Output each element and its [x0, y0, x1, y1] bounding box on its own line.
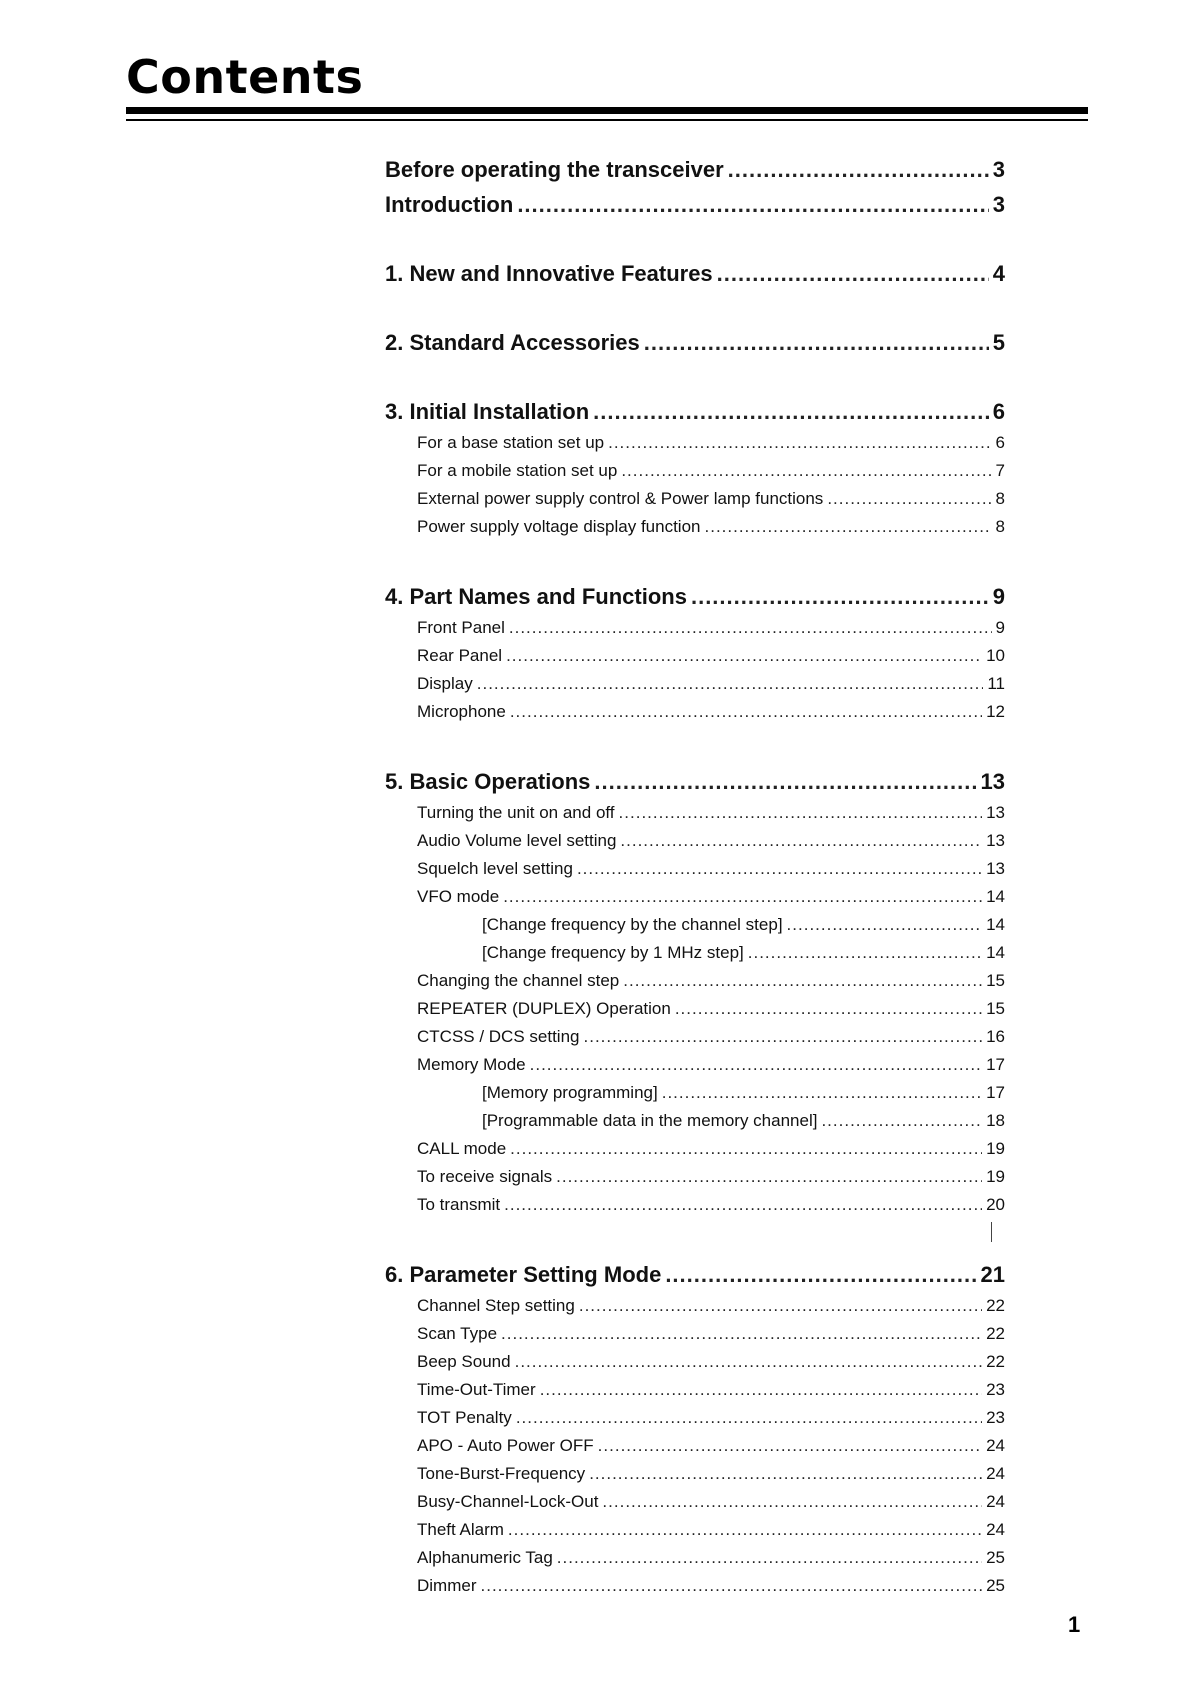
- toc-item-label: Display: [417, 674, 473, 693]
- toc-item-page: 18: [986, 1111, 1005, 1130]
- toc-section-features[interactable]: [385, 256, 1005, 291]
- toc-leader-dots: [705, 513, 992, 541]
- toc-item-label: TOT Penalty: [417, 1408, 512, 1427]
- toc-item-label: To receive signals: [417, 1167, 553, 1186]
- table-of-contents: [385, 152, 1005, 1600]
- toc-section-title: 2. Standard Accessories: [385, 330, 640, 355]
- toc-leader-dots: [665, 1257, 976, 1292]
- toc-item[interactable]: [385, 827, 1005, 855]
- toc-item-label: Scan Type: [417, 1324, 498, 1343]
- toc-entry-page: 3: [992, 192, 1005, 217]
- toc-leader-dots: [510, 1135, 982, 1163]
- toc-item-label: Dimmer: [417, 1576, 477, 1595]
- toc-leader-dots: [593, 394, 989, 429]
- page-title: Contents: [126, 50, 364, 104]
- toc-item-label: REPEATER (DUPLEX) Operation: [417, 999, 671, 1018]
- toc-item-page: 13: [986, 803, 1005, 822]
- toc-item-label: Alphanumeric Tag: [417, 1548, 553, 1567]
- toc-item-label: APO - Auto Power OFF: [417, 1436, 594, 1455]
- toc-item-page: 19: [986, 1139, 1005, 1158]
- title-rule-thick: [126, 107, 1088, 114]
- toc-item-page: 24: [986, 1520, 1005, 1539]
- toc-item-label: Memory Mode: [417, 1055, 526, 1074]
- toc-item-page: 12: [986, 702, 1005, 721]
- toc-item-page: 13: [986, 831, 1005, 850]
- toc-leader-dots: [579, 1292, 982, 1320]
- toc-section-title: 4. Part Names and Functions: [385, 584, 687, 609]
- toc-item[interactable]: [385, 1488, 1005, 1516]
- toc-leader-dots: [619, 799, 983, 827]
- toc-item-page: 20: [986, 1195, 1005, 1214]
- toc-section-title: 1. New and Innovative Features: [385, 261, 713, 286]
- toc-subitem[interactable]: [385, 911, 1005, 939]
- toc-item-page: 22: [986, 1296, 1005, 1315]
- toc-leader-dots: [675, 995, 982, 1023]
- toc-leader-dots: [691, 579, 989, 614]
- toc-leader-dots: [821, 1107, 982, 1135]
- toc-item-page: 14: [986, 887, 1005, 906]
- toc-leader-dots: [540, 1376, 982, 1404]
- toc-leader-dots: [620, 827, 982, 855]
- toc-item[interactable]: [385, 855, 1005, 883]
- toc-leader-dots: [503, 883, 982, 911]
- toc-item[interactable]: [385, 1348, 1005, 1376]
- toc-item[interactable]: [385, 1191, 1005, 1219]
- toc-item-page: 14: [986, 943, 1005, 962]
- toc-item-label: Theft Alarm: [417, 1520, 504, 1539]
- toc-entry-before-operating[interactable]: [385, 152, 1005, 187]
- toc-item-label: Power supply voltage display function: [417, 517, 701, 536]
- toc-item-page: 25: [986, 1548, 1005, 1567]
- toc-leader-dots: [506, 642, 982, 670]
- toc-item[interactable]: [385, 513, 1005, 541]
- toc-leader-dots: [598, 1432, 982, 1460]
- toc-item-page: 17: [986, 1055, 1005, 1074]
- toc-item[interactable]: [385, 429, 1005, 457]
- toc-item[interactable]: [385, 698, 1005, 726]
- toc-item[interactable]: [385, 883, 1005, 911]
- toc-item[interactable]: [385, 1051, 1005, 1079]
- toc-section-page: 4: [992, 261, 1005, 286]
- toc-leader-dots: [477, 670, 984, 698]
- toc-section-title: 5. Basic Operations: [385, 769, 591, 794]
- toc-item-page: 24: [986, 1464, 1005, 1483]
- toc-item[interactable]: [385, 1135, 1005, 1163]
- toc-item-page: 15: [986, 999, 1005, 1018]
- toc-item-page: 10: [986, 646, 1005, 665]
- toc-leader-dots: [504, 1191, 982, 1219]
- toc-item-page: 23: [986, 1408, 1005, 1427]
- toc-item[interactable]: [385, 1460, 1005, 1488]
- toc-item-label: Time-Out-Timer: [417, 1380, 536, 1399]
- toc-item-label: [Memory programming]: [482, 1083, 658, 1102]
- toc-item-label: Busy-Channel-Lock-Out: [417, 1492, 599, 1511]
- toc-section-page: 9: [992, 584, 1005, 609]
- toc-item[interactable]: [385, 614, 1005, 642]
- toc-item-label: VFO mode: [417, 887, 500, 906]
- toc-item-label: Changing the channel step: [417, 971, 620, 990]
- toc-item[interactable]: [385, 995, 1005, 1023]
- scan-artifact-mark: [991, 1222, 992, 1242]
- toc-item-label: Tone-Burst-Frequency: [417, 1464, 586, 1483]
- toc-leader-dots: [584, 1023, 983, 1051]
- toc-item-label: Microphone: [417, 702, 506, 721]
- page-number: 1: [1068, 1612, 1081, 1637]
- toc-entry-label: Introduction: [385, 192, 514, 217]
- toc-item-page: 7: [995, 461, 1005, 480]
- toc-item-label: Beep Sound: [417, 1352, 511, 1371]
- toc-section-page: 5: [992, 330, 1005, 355]
- toc-item-page: 24: [986, 1492, 1005, 1511]
- toc-section-page: 6: [992, 399, 1005, 424]
- toc-leader-dots: [594, 764, 976, 799]
- toc-item-page: 17: [986, 1083, 1005, 1102]
- toc-item[interactable]: [385, 485, 1005, 513]
- toc-leader-dots: [481, 1572, 983, 1600]
- toc-leader-dots: [557, 1544, 982, 1572]
- toc-entry-label: Before operating the transceiver: [385, 157, 724, 182]
- toc-item[interactable]: [385, 642, 1005, 670]
- toc-leader-dots: [602, 1488, 982, 1516]
- toc-leader-dots: [623, 967, 982, 995]
- toc-entry-page: 3: [992, 157, 1005, 182]
- toc-item-page: 25: [986, 1576, 1005, 1595]
- toc-item-label: CTCSS / DCS setting: [417, 1027, 580, 1046]
- toc-section-installation[interactable]: [385, 394, 1005, 429]
- toc-leader-dots: [508, 1516, 982, 1544]
- toc-leader-dots: [621, 457, 991, 485]
- toc-leader-dots: [827, 485, 991, 513]
- toc-item-label: [Change frequency by 1 MHz step]: [482, 943, 744, 962]
- toc-item-page: 13: [986, 859, 1005, 878]
- toc-item-page: 16: [986, 1027, 1005, 1046]
- toc-section-parameter-setting[interactable]: [385, 1257, 1005, 1292]
- toc-leader-dots: [644, 325, 989, 360]
- toc-item-label: [Programmable data in the memory channel]: [482, 1111, 818, 1130]
- toc-item-label: Channel Step setting: [417, 1296, 575, 1315]
- toc-leader-dots: [530, 1051, 982, 1079]
- toc-item-label: Turning the unit on and off: [417, 803, 615, 822]
- toc-entry-introduction[interactable]: [385, 187, 1005, 222]
- toc-item-page: 8: [995, 517, 1005, 536]
- toc-item[interactable]: [385, 1320, 1005, 1348]
- toc-leader-dots: [517, 187, 988, 222]
- toc-leader-dots: [728, 152, 989, 187]
- toc-leader-dots: [515, 1348, 982, 1376]
- toc-item-label: For a mobile station set up: [417, 461, 618, 480]
- toc-section-basic-operations[interactable]: [385, 764, 1005, 799]
- toc-item[interactable]: [385, 1292, 1005, 1320]
- toc-leader-dots: [577, 855, 982, 883]
- toc-item-page: 15: [986, 971, 1005, 990]
- toc-item[interactable]: [385, 1544, 1005, 1572]
- toc-item[interactable]: [385, 1516, 1005, 1544]
- toc-leader-dots: [662, 1079, 982, 1107]
- toc-item-label: Front Panel: [417, 618, 505, 637]
- toc-item-label: Squelch level setting: [417, 859, 573, 878]
- toc-item[interactable]: [385, 457, 1005, 485]
- toc-item-page: 19: [986, 1167, 1005, 1186]
- toc-leader-dots: [787, 911, 983, 939]
- title-rule-thin: [126, 119, 1088, 121]
- toc-item-page: 9: [995, 618, 1005, 637]
- toc-leader-dots: [510, 698, 982, 726]
- toc-item[interactable]: [385, 799, 1005, 827]
- toc-item-page: 24: [986, 1436, 1005, 1455]
- toc-item-label: Rear Panel: [417, 646, 503, 665]
- toc-leader-dots: [501, 1320, 982, 1348]
- toc-item-label: To transmit: [417, 1195, 501, 1214]
- toc-item[interactable]: [385, 1572, 1005, 1600]
- toc-item-page: 8: [995, 489, 1005, 508]
- toc-leader-dots: [556, 1163, 982, 1191]
- toc-item-label: Audio Volume level setting: [417, 831, 617, 850]
- toc-subitem[interactable]: [385, 939, 1005, 967]
- toc-item[interactable]: [385, 1023, 1005, 1051]
- toc-item[interactable]: [385, 1376, 1005, 1404]
- toc-item[interactable]: [385, 967, 1005, 995]
- toc-item[interactable]: [385, 1163, 1005, 1191]
- toc-item-page: 6: [995, 433, 1005, 452]
- toc-item-page: 14: [986, 915, 1005, 934]
- toc-section-title: 3. Initial Installation: [385, 399, 590, 424]
- toc-section-page: 21: [980, 1262, 1005, 1287]
- toc-item-label: External power supply control & Power lamp functions: [417, 489, 824, 508]
- toc-item-page: 22: [986, 1352, 1005, 1371]
- toc-item-page: 23: [986, 1380, 1005, 1399]
- toc-item[interactable]: [385, 1432, 1005, 1460]
- toc-leader-dots: [608, 429, 991, 457]
- toc-item[interactable]: [385, 1404, 1005, 1432]
- toc-section-part-names[interactable]: [385, 579, 1005, 614]
- toc-leader-dots: [717, 256, 989, 291]
- toc-subitem[interactable]: [385, 1079, 1005, 1107]
- toc-leader-dots: [589, 1460, 982, 1488]
- toc-item-label: [Change frequency by the channel step]: [482, 915, 783, 934]
- toc-item[interactable]: [385, 670, 1005, 698]
- toc-leader-dots: [509, 614, 992, 642]
- toc-section-page: 13: [980, 769, 1005, 794]
- toc-section-title: 6. Parameter Setting Mode: [385, 1262, 662, 1287]
- toc-item-page: 22: [986, 1324, 1005, 1343]
- toc-leader-dots: [748, 939, 982, 967]
- toc-item-label: CALL mode: [417, 1139, 507, 1158]
- toc-section-accessories[interactable]: [385, 325, 1005, 360]
- toc-subitem[interactable]: [385, 1107, 1005, 1135]
- toc-item-page: 11: [987, 674, 1005, 693]
- toc-leader-dots: [516, 1404, 982, 1432]
- toc-item-label: For a base station set up: [417, 433, 605, 452]
